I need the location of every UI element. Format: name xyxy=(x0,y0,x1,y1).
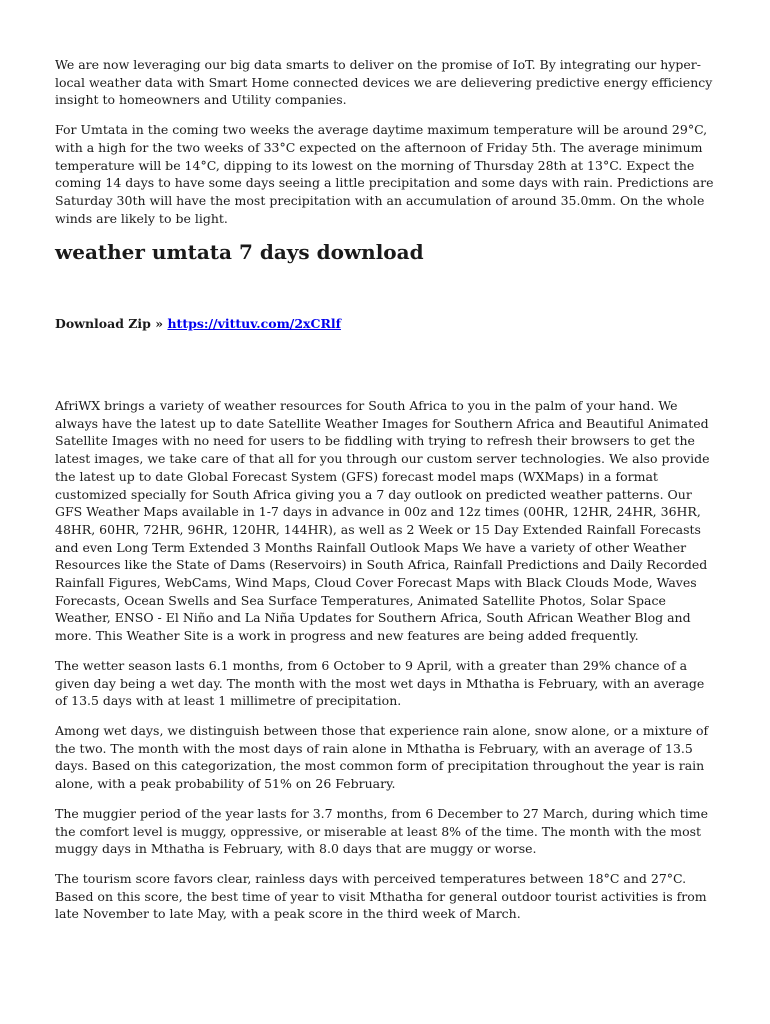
paragraph-wet-days: Among wet days, we distinguish between those that experience rain alone, snow alone, or a mixture of the two. The month with the most days of rain alone in Mthatha is February, with an average of 13.5 days. Based on this categorization, the most common form of precipitation throughout the year is rain alone, with a peak probability of 51% on 26 February. xyxy=(55,722,709,792)
paragraph-afriwx: AfriWX brings a variety of weather resources for South Africa to you in the palm of your hand. We always have the latest up to date Satellite Weather Images for Southern Africa and Beautiful Animated Satellite Images with no need for users to be fiddling with trying to refresh their browsers to get the latest images, we take care of that all for you through our custom server technologies. We also provide the latest up to date Global Forecast System (GFS) forecast model maps (WXMaps) in a format customized specially for South Africa giving you a 7 day outlook on predicted weather patterns. Our GFS Weather Maps available in 1-7 days in advance in 00z and 12z times (00HR, 12HR, 24HR, 36HR, 48HR, 60HR, 72HR, 96HR, 120HR, 144HR), as well as 2 Week or 15 Day Extended Rainfall Forecasts and even Long Term Extended 3 Months Rainfall Outlook Maps We have a variety of other Weather Resources like the State of Dams (Reservoirs) in South Africa, Rainfall Predictions and Daily Recorded Rainfall Figures, WebCams, Wind Maps, Cloud Cover Forecast Maps with Black Clouds Mode, Waves Forecasts, Ocean Swells and Sea Surface Temperatures, Animated Satellite Photos, Solar Space Weather, ENSO - El Niño and La Niña Updates for Southern Africa, South African Weather Blog and more. This Weather Site is a work in progress and new features are being added frequently. xyxy=(55,398,710,644)
article-body xyxy=(55,397,715,923)
paragraph-muggier-period: The muggier period of the year lasts for 3.7 months, from 6 December to 27 March, during which time the comfort level is muggy, oppressive, or miserable at least 8% of the time. The month with the most muggy days in Mthatha is February, with 8.0 days that are muggy or worse. xyxy=(55,805,709,857)
intro-paragraph-iot: We are now leveraging our big data smarts to deliver on the promise of IoT. By integrating our hyper-local weather data with Smart Home connected devices we are delievering predictive energy efficiency insight to homeowners and Utility companies. xyxy=(55,57,713,108)
document-page xyxy=(55,56,715,935)
paragraph-wetter-season: The wetter season lasts 6.1 months, from 6 October to 9 April, with a greater than 29% chance of a given day being a wet day. The month with the most wet days in Mthatha is February, with an average of 13.5 days with at least 1 millimetre of precipitation. xyxy=(55,657,705,709)
download-line xyxy=(55,315,715,333)
download-link[interactable]: https://vittuv.com/2xCRlf xyxy=(167,316,341,332)
download-label: Download Zip » xyxy=(55,316,164,332)
page-title: weather umtata 7 days download xyxy=(55,240,424,265)
intro-paragraph-forecast: For Umtata in the coming two weeks the average daytime maximum temperature will be around 29°C, with a high for the two weeks of 33°C expected on the afternoon of Friday 5th. The average minimum temperature will be 14°C, dipping to its lowest on the morning of Thursday 28th at 13°C. Expect the coming 14 days to have some days seeing a little precipitation and some days with rain. Predictions are Saturday 30th will have the most precipitation with an accumulation of around 35.0mm. On the whole winds are likely to be light. xyxy=(55,122,714,226)
paragraph-tourism-score: The tourism score favors clear, rainless days with perceived temperatures between 18°C and 27°C. Based on this score, the best time of year to visit Mthatha for general outdoor tourist activities is from late November to late May, with a peak score in the third week of March. xyxy=(55,870,707,922)
